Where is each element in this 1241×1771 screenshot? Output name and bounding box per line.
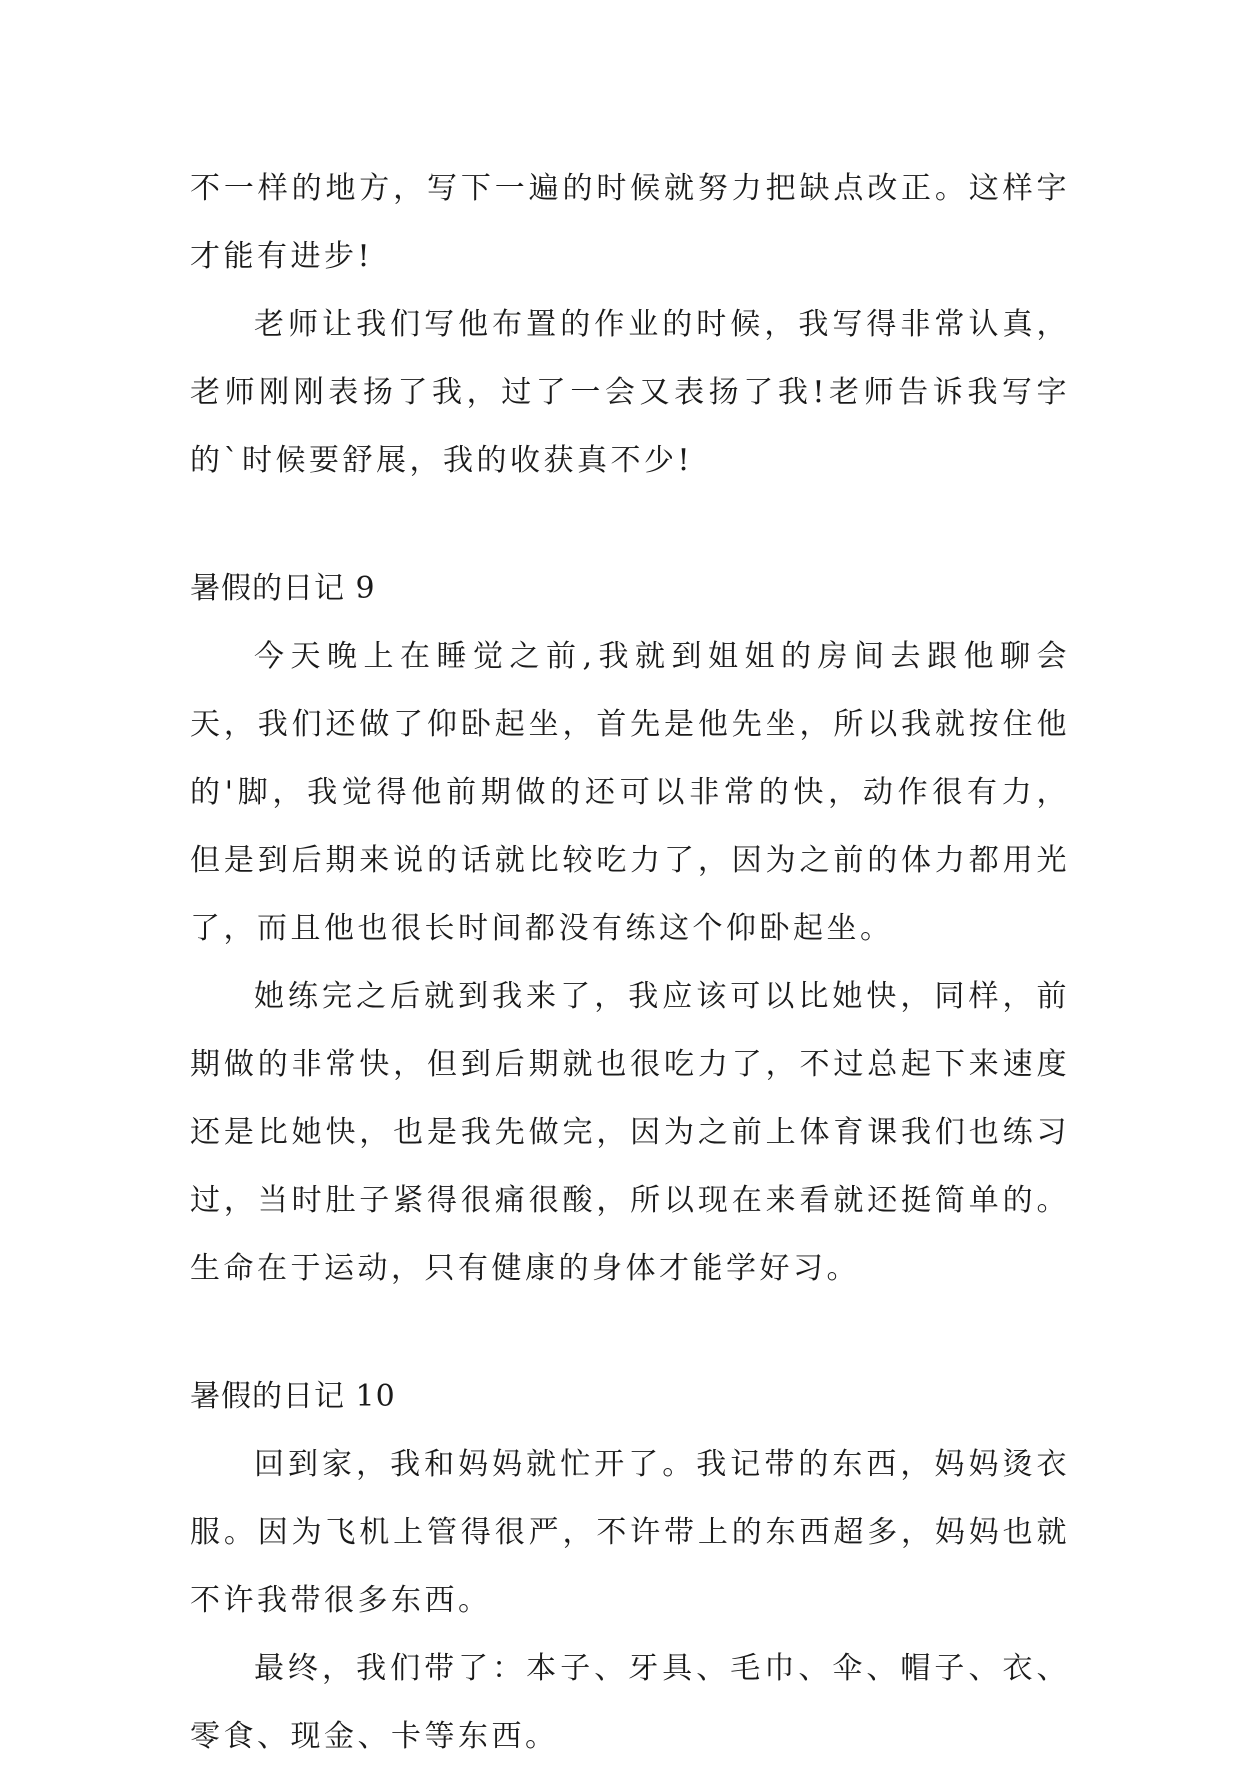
paragraph-4: 她练完之后就到我来了，我应该可以比她快，同样，前期做的非常快，但到后期就也很吃力了，不过总起下来速度还是比她快，也是我先做完，因为之前上体育课我们也练习过，当时肚子紧得很痛很酸，所以现在来看就还挺简单的。生命在于运动，只有健康的身体才能学好习。 — [190, 979, 1070, 1286]
paragraph-6: 最终，我们带了：本子、牙具、毛巾、伞、帽子、衣、零食、现金、卡等东西。 — [190, 1651, 1070, 1754]
text-column — [190, 155, 1070, 1771]
paragraph-2: 老师让我们写他布置的作业的时候，我写得非常认真，老师刚刚表扬了我，过了一会又表扬了我!老师告诉我写字的`时候要舒展，我的收获真不少! — [190, 307, 1070, 478]
paragraph-3: 今天晚上在睡觉之前,我就到姐姐的房间去跟他聊会天，我们还做了仰卧起坐，首先是他先坐，所以我就按住他的'脚，我觉得他前期做的还可以非常的快，动作很有力，但是到后期来说的话就比较吃力了，因为之前的体力都用光了，而且他也很长时间都没有练这个仰卧起坐。 — [190, 639, 1070, 946]
section-gap — [190, 1303, 1070, 1363]
heading-diary-9: 暑假的日记 9 — [190, 571, 376, 606]
paragraph-1: 不一样的地方，写下一遍的时候就努力把缺点改正。这样字才能有进步! — [190, 171, 1070, 274]
heading-diary-10: 暑假的日记 10 — [190, 1379, 396, 1414]
section-gap — [190, 495, 1070, 555]
paragraph-5: 回到家，我和妈妈就忙开了。我记带的东西，妈妈烫衣服。因为飞机上管得很严，不许带上的东西超多，妈妈也就不许我带很多东西。 — [190, 1447, 1070, 1618]
